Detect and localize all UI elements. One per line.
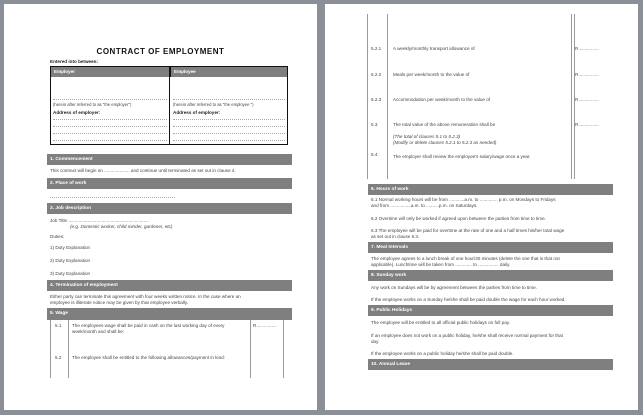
- section-4-header: 4. Termination of employment: [47, 280, 292, 291]
- holidays-text: If an employee does not work on a public holiday, he/she shall receive normal payment for that: [371, 333, 563, 338]
- employer-name-line[interactable]: [53, 99, 167, 100]
- hours-text: 6.2 Overtime will only be worked if agreed upon between the parties from time to time.: [371, 216, 546, 221]
- parties-table: [50, 66, 288, 145]
- address-line[interactable]: [173, 126, 285, 127]
- job-title-example: (e.g. Domestic worker, child minder, gardener, etc): [70, 224, 173, 229]
- document-title: CONTRACT OF EMPLOYMENT: [96, 47, 225, 56]
- address-line[interactable]: [173, 140, 285, 141]
- wage-row-value[interactable]: R................: [253, 323, 277, 328]
- wage-divider: [387, 14, 388, 179]
- wage-row-num: 5.2.2: [371, 72, 382, 77]
- address-line[interactable]: [53, 133, 167, 134]
- hours-text: as set out in clause 5.3.: [371, 234, 420, 239]
- wage-row-num: 5.2: [55, 355, 62, 360]
- wage-divider: [68, 320, 69, 378]
- hours-text: and from ................a.m. to ..........p.m. on Saturdays.: [371, 203, 478, 208]
- wage-row-num: 5.4: [371, 152, 378, 157]
- termination-text-1: Either party can terminate this agreement with four weeks written notice. In the case where an: [50, 294, 241, 299]
- employer-herein: (herein after referred to as "the employer"): [53, 102, 132, 107]
- duty-item: 1) Duty Explanation: [50, 245, 91, 250]
- meal-text: The employee agrees to a lunch break of one hour/30 minutes (delete the one that is that not: [371, 256, 560, 261]
- wage-row-num: 5.2.3: [371, 97, 382, 102]
- holidays-text: If the employee works on a public holiday he/she shall be paid double.: [371, 351, 514, 356]
- entered-label: Entered into between:: [50, 59, 98, 64]
- wage-row-text: Accommodation per week/month to the value of: [393, 97, 491, 102]
- employee-header: Employee: [170, 67, 287, 77]
- job-title-field[interactable]: Job Title ...............................................................: [50, 218, 149, 223]
- sunday-text: Any work on Sundays will be by agreement between the parties from time to time.: [371, 285, 537, 290]
- duties-label: Duties:: [50, 234, 65, 239]
- address-line[interactable]: [53, 119, 167, 120]
- address-line[interactable]: [173, 119, 285, 120]
- termination-text-2: employee is illiterate notice may be given by that employee verbally.: [50, 300, 189, 305]
- employee-address-label: Address of employer:: [173, 110, 221, 115]
- wage-row-text: The employees wage shall be paid in cash on the last working day of every: [72, 323, 225, 328]
- place-of-work-line[interactable]: [50, 197, 175, 198]
- wage-row-value[interactable]: R................: [575, 72, 599, 77]
- hours-text: 6.1 Normal working hours will be from ............a.m. to .............. p.m. on Mondays to Fridays: [371, 197, 556, 202]
- holidays-text: day.: [371, 339, 380, 344]
- section-5-header: 5. Wage: [47, 308, 292, 320]
- duty-item: 2) Duty Explanation: [50, 258, 91, 263]
- section-8-header: 8. Sunday work: [368, 270, 613, 281]
- employer-header: Employer: [51, 67, 169, 77]
- section-3-header: 3. Job description: [47, 203, 292, 214]
- section-10-header: 10. Annual Leave: [368, 359, 613, 370]
- wage-row-value[interactable]: R................: [575, 46, 599, 51]
- sunday-text: If the employee works on a Sunday he/she shall be paid double the wage for each hour worked.: [371, 297, 566, 302]
- document-page-1: [4, 4, 317, 410]
- holidays-text: The employee will be entitled to all official public holidays on full pay.: [371, 320, 510, 325]
- wage-row-text: The employer shall review the employee's salary/wage once a year.: [393, 154, 531, 159]
- section-9-header: 9. Public Holidays: [368, 305, 613, 316]
- section-2-header: 2. Place of work: [47, 178, 292, 189]
- wage-row-text: The employee shall be entitled to the following allowances/payment in kind:: [72, 355, 225, 360]
- wage-row-text: week/month and shall be:: [72, 329, 125, 334]
- hours-text: 6.3 The employee will be paid for overtime at the rate of one and a half times his/her total wage: [371, 228, 565, 233]
- wage-note: (The total of clauses 5.1 to 5.2.3): [393, 134, 461, 139]
- address-line[interactable]: [53, 140, 167, 141]
- document-page-2: [325, 4, 638, 410]
- employer-address-label: Address of employer:: [53, 110, 101, 115]
- address-line[interactable]: [173, 133, 285, 134]
- wage-row-value[interactable]: R................: [575, 122, 599, 127]
- wage-row-text: The total value of the above remuneration shall be: [393, 122, 496, 127]
- wage-divider: [250, 320, 251, 378]
- wage-row-text: Meals per week/month to the value of: [393, 72, 470, 77]
- wage-row-num: 5.2.1: [371, 46, 382, 51]
- section-1-header: 1. Commencement: [47, 154, 292, 165]
- wage-row-value[interactable]: R................: [575, 97, 599, 102]
- wage-divider: [571, 14, 572, 179]
- duty-item: 3) Duty Explanation: [50, 271, 91, 276]
- wage-note: (Modify or delete clauses 5.2.1 to 5.2.3 as needed): [393, 140, 497, 145]
- employee-herein: (herein after referred to as "the employee "): [173, 102, 254, 107]
- section-6-header: 6. Hours of work: [368, 184, 613, 195]
- wage-row-num: 5.3: [371, 122, 378, 127]
- commencement-text: This contract will begin on .................... and continue until terminated as set out in clause 4.: [50, 168, 236, 173]
- meal-text: applicable). Lunchtime will be taken from ............. to ................ daily.: [371, 262, 511, 267]
- wage-row-text: A weekly/monthly transport allowance of: [393, 46, 475, 51]
- address-line[interactable]: [53, 126, 167, 127]
- employee-name-line[interactable]: [173, 99, 285, 100]
- wage-row-num: 5.1: [55, 323, 62, 328]
- section-7-header: 7. Meal Intervals: [368, 242, 613, 253]
